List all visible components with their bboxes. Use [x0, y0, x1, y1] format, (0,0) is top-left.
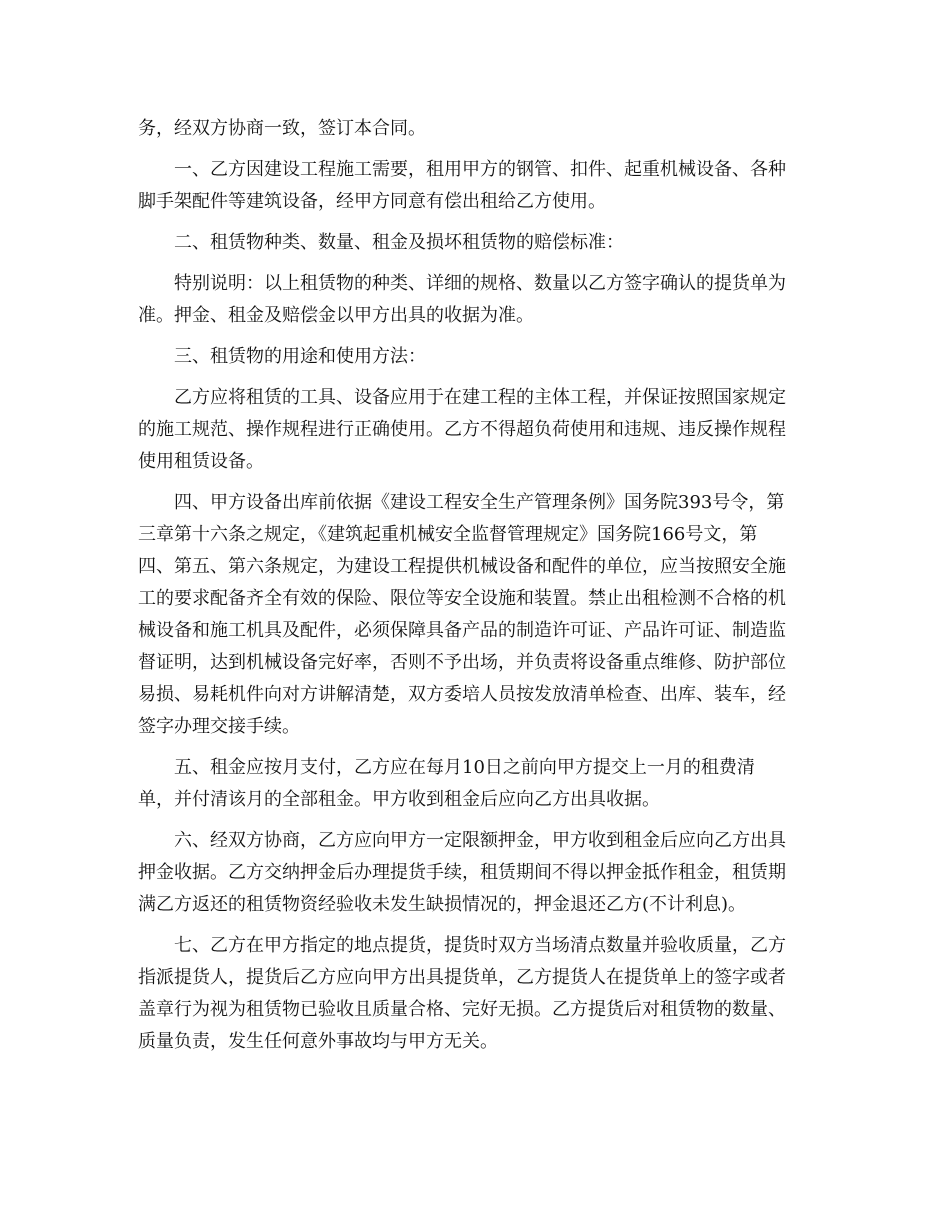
paragraph: [138, 113, 810, 145]
paragraph: [138, 268, 810, 332]
text-line: 押金收据。乙方交纳押金后办理提货手续，租赁期间不得以押金抵作租金，租赁期: [138, 862, 786, 883]
text-line: 二、租赁物种类、数量、租金及损坏租赁物的赔偿标准：: [138, 232, 624, 253]
text-line: 督证明，达到机械设备完好率，否则不予出场，并负责将设备重点维修、防护部位: [138, 652, 786, 673]
text-line: 六、经双方协商，乙方应向甲方一定限额押金，甲方收到租金后应向乙方出具: [138, 830, 786, 851]
paragraph-gap: [138, 259, 810, 268]
text-line: 脚手架配件等建筑设备，经甲方同意有偿出租给乙方使用。: [138, 191, 606, 212]
paragraph-gap: [138, 743, 810, 752]
text-line: 签字办理交接手续。: [138, 716, 300, 737]
text-line: 乙方应将租赁的工具、设备应用于在建工程的主体工程，并保证按照国家规定: [138, 387, 786, 408]
paragraph: [138, 382, 810, 478]
paragraph: [138, 752, 810, 816]
text-line: 特别说明：以上租赁物的种类、详细的规格、数量以乙方签字确认的提货单为: [138, 273, 786, 294]
text-line: 满乙方返还的租赁物资经验收未发生缺损情况的，押金退还乙方(不计利息)。: [138, 894, 747, 915]
text-line: 的施工规范、操作规程进行正确使用。乙方不得超负荷使用和违规、违反操作规程: [138, 419, 786, 440]
text-line: 使用租赁设备。: [138, 451, 264, 472]
text-line: 四、第五、第六条规定，为建设工程提供机械设备和配件的单位，应当按照安全施: [138, 556, 786, 577]
paragraph-gap: [138, 145, 810, 154]
text-line: 单，并付清该月的全部租金。甲方收到租金后应向乙方出具收据。: [138, 789, 660, 810]
document-body: [138, 113, 810, 1058]
paragraph: [138, 227, 810, 259]
text-line: 准。押金、租金及赔偿金以甲方出具的收据为准。: [138, 305, 534, 326]
text-line: 务，经双方协商一致，签订本合同。: [138, 118, 426, 139]
text-line: 械设备和施工机具及配件，必须保障具备产品的制造许可证、产品许可证、制造监: [138, 620, 786, 641]
paragraph: [138, 154, 810, 218]
text-line: 盖章行为视为租赁物已验收且质量合格、完好无损。乙方提货后对租赁物的数量、: [138, 999, 786, 1020]
paragraph-gap: [138, 373, 810, 382]
paragraph-gap: [138, 332, 810, 341]
text-line: 指派提货人，提货后乙方应向甲方出具提货单，乙方提货人在提货单上的签字或者: [138, 967, 786, 988]
paragraph: [138, 341, 810, 373]
text-line: 七、乙方在甲方指定的地点提货，提货时双方当场清点数量并验收质量，乙方: [138, 935, 786, 956]
text-line: 一、乙方因建设工程施工需要，租用甲方的钢管、扣件、起重机械设备、各种: [138, 159, 786, 180]
paragraph: [138, 825, 810, 921]
paragraph-gap: [138, 816, 810, 825]
text-line: 易损、易耗机件向对方讲解清楚，双方委培人员按发放清单检查、出库、装车，经: [138, 684, 786, 705]
paragraph-gap: [138, 478, 810, 487]
paragraph-gap: [138, 921, 810, 930]
text-line: 工的要求配备齐全有效的保险、限位等安全设施和装置。禁止出租检测不合格的机: [138, 588, 786, 609]
paragraph: [138, 930, 810, 1058]
text-line: 五、租金应按月支付，乙方应在每月10日之前向甲方提交上一月的租费清: [138, 757, 755, 778]
text-line: 四、甲方设备出库前依据《建设工程安全生产管理条例》国务院393号令，第: [138, 492, 785, 513]
text-line: 质量负责，发生任何意外事故均与甲方无关。: [138, 1031, 498, 1052]
text-line: 三、租赁物的用途和使用方法：: [138, 346, 426, 367]
text-line: 三章第十六条之规定，《建筑起重机械安全监督管理规定》国务院166号文，第: [138, 524, 758, 545]
paragraph-gap: [138, 218, 810, 227]
paragraph: [138, 487, 810, 743]
